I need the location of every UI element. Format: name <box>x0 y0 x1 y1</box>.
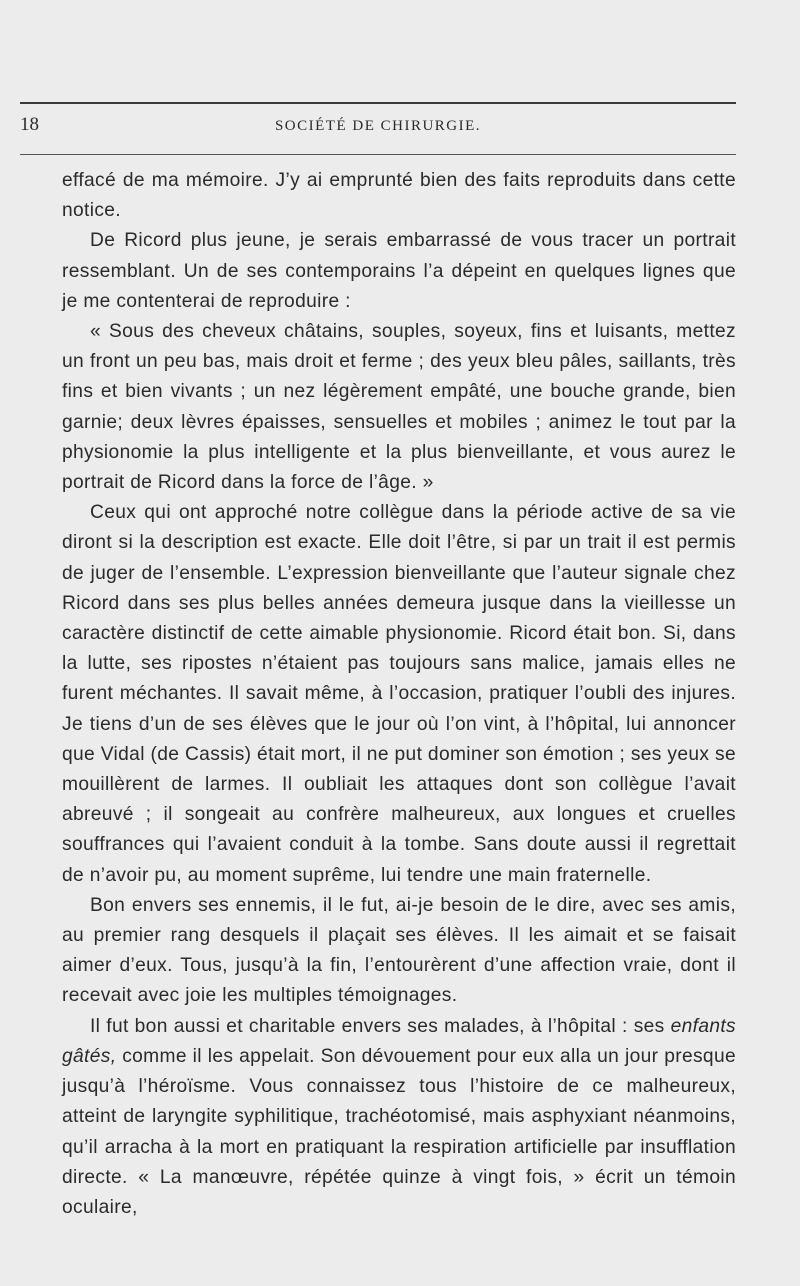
page-header <box>20 112 736 142</box>
paragraph: Ceux qui ont approché notre collègue dans la période active de sa vie diront si la description est exacte. Elle doit l’être, si par un trait il est permis de juger de l’ensemble. L’expression bienveillante que l’auteur signale chez Ricord dans ses plus belles années demeura jusque dans la vieillesse un caractère distinctif de cette aimable physionomie. Ricord était bon. Si, dans la lutte, ses ripostes n’étaient pas toujours sans malice, jamais elles ne furent méchantes. Il savait même, à l’occasion, pratiquer l’oubli des injures. Je tiens d’un de ses élèves que le jour où l’on vint, à l’hôpital, lui annoncer que Vidal (de Cassis) était mort, il ne put dominer son émotion ; ses yeux se mouillèrent de larmes. Il oubliait les attaques dont son collègue l’avait abreuvé ; il songeait au confrère malheureux, aux longues et cruelles souffrances qui l’avaient conduit à la tombe. Sans doute aussi il regrettait de n’avoir pu, au moment suprême, lui tendre une main fraternelle. <box>62 502 736 886</box>
paragraph: De Ricord plus jeune, je serais embarrassé de vous tracer un portrait ressemblant. Un de ses contemporains l’a dépeint en quelques lignes que je me contenterai de reproduire : <box>62 230 736 312</box>
quoted-portrait-paragraph: « Sous des cheveux châtains, souples, soyeux, fins et luisants, mettez un front un peu bas, mais droit et ferme ; des yeux bleu pâles, saillants, très fins et bien vivants ; un nez légèrement empâté, une bouche grande, bien garnie; deux lèvres épaisses, sensuelles et mobiles ; animez le tout par la physionomie la plus intelligente et la plus bienveillante, et vous aurez le portrait de Ricord dans la force de l’âge. » <box>62 321 736 494</box>
page-number: 18 <box>20 114 39 135</box>
text-run: Il fut bon aussi et charitable envers ses malades, à l’hôpital : ses <box>90 1015 671 1037</box>
top-rule <box>20 102 736 104</box>
paragraph-continuation: effacé de ma mémoire. J’y ai emprunté bien des faits reproduits dans cette notice. <box>62 170 736 222</box>
paragraph: Bon envers ses ennemis, il le fut, ai-je besoin de le dire, avec ses amis, au premier rang desquels il plaçait ses élèves. Il les aimait et se faisait aimer d’eux. Tous, jusqu’à la fin, l’entourèrent d’une affection vraie, dont il recevait avec joie les multiples témoignages. <box>62 894 736 1007</box>
running-title: SOCIÉTÉ DE CHIRURGIE. <box>274 118 482 134</box>
text-run: comme il les appelait. Son dévouement pour eux alla un jour presque jusqu’à l’héroïsme. Vous connaissez tous l’histoire de ce malheureux, atteint de laryngite syphilitique, trachéotomisé, mais asphyxiant néanmoins, qu’il arracha à la mort en pratiquant la respiration artificielle par insufflation directe. « La manœuvre, répétée quinze à vingt fois, » écrit un témoin oculaire, <box>62 1045 736 1218</box>
italic-phrase: enfants gâtés, <box>62 1015 736 1067</box>
paragraph-last <box>62 1012 736 1223</box>
body-text <box>62 166 736 1223</box>
header-rule <box>20 154 736 155</box>
